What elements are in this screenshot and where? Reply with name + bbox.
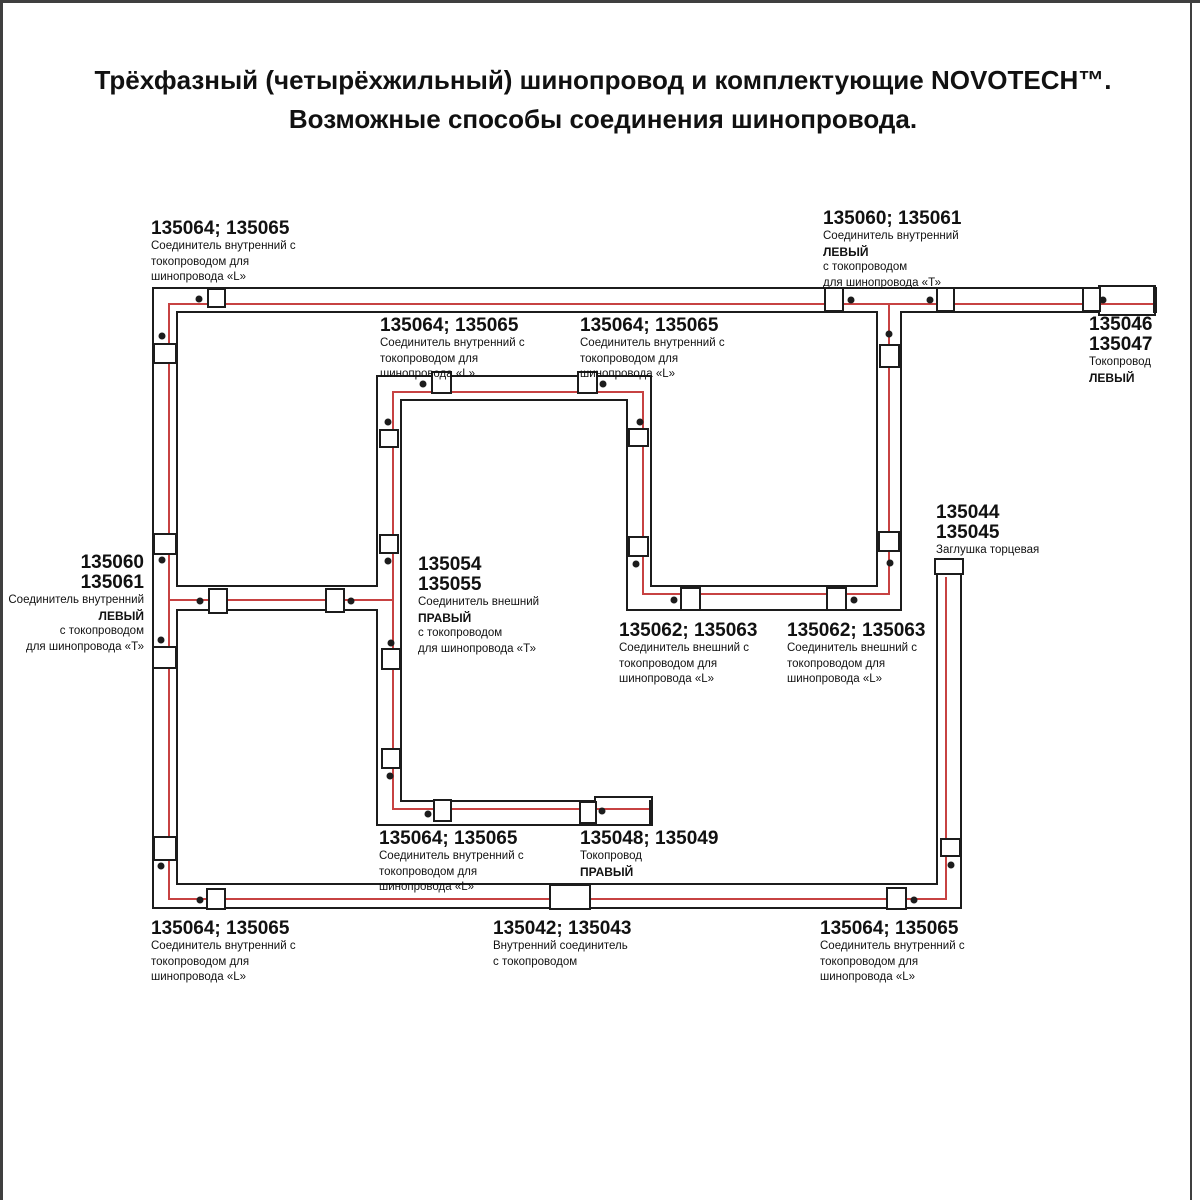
part-description-line: Соединитель внутренний	[8, 594, 144, 606]
part-description-line: токопроводом для	[580, 352, 679, 365]
part-number: 135064; 135065	[151, 218, 290, 239]
part-number: 135062; 135063	[619, 620, 758, 641]
part-label-corner-bottom-left	[151, 919, 296, 986]
part-description-line: Соединитель внешний	[418, 596, 540, 608]
labels-layer	[3, 3, 1200, 1200]
part-description-line: с токопроводом	[823, 261, 908, 273]
part-description-line: шинопровода «L»	[379, 881, 475, 893]
part-number: 135048; 135049	[580, 828, 719, 849]
part-description-line: Внутренний соединитель	[493, 940, 628, 952]
part-description-line: токопроводом для	[380, 352, 479, 365]
part-number: 135064; 135065	[151, 918, 290, 939]
part-label-corner-lower-mid	[379, 829, 524, 896]
part-description-line: шинопровода «L»	[820, 971, 916, 983]
part-number: 135042; 135043	[493, 918, 632, 939]
part-description-line: Соединитель внутренний с	[379, 850, 524, 862]
part-number: 135060; 135061	[823, 208, 962, 229]
part-description-line: Соединитель внутренний с	[580, 337, 725, 349]
part-label-end-cap	[936, 503, 1039, 559]
part-description-line: Токопровод	[1089, 356, 1151, 368]
part-description-line: шинопровода «L»	[787, 673, 883, 685]
part-description-line: Соединитель внутренний с	[820, 940, 965, 952]
part-description-line: Соединитель внешний с	[619, 642, 750, 654]
part-description-line: с токопроводом	[418, 627, 503, 639]
part-description-line: шинопровода «L»	[619, 673, 715, 685]
part-description-line: токопроводом для	[619, 657, 718, 670]
part-label-tee-top	[823, 209, 961, 291]
part-number: 135064; 135065	[380, 315, 519, 336]
part-description-line: с токопроводом	[59, 625, 144, 637]
part-description-line: для шинопровода «Т»	[823, 276, 941, 289]
part-description-line: ЛЕВЫЙ	[1089, 370, 1135, 385]
part-description-line: для шинопровода «Т»	[418, 642, 536, 655]
title-line-2: Возможные способы соединения шинопровода.	[288, 104, 918, 134]
part-label-corner-bottom-right	[820, 919, 965, 986]
part-label-tee-middle	[418, 555, 539, 657]
part-description-line: токопроводом для	[379, 865, 478, 878]
part-label-outer-corner-1	[619, 621, 757, 688]
part-label-tee-left	[8, 553, 144, 655]
part-number: 135045	[936, 522, 1000, 543]
part-number: 135055	[418, 574, 482, 595]
part-description-line: ЛЕВЫЙ	[823, 244, 869, 259]
part-label-straight-connector	[493, 919, 631, 970]
part-description-line: Соединитель внутренний	[823, 230, 959, 242]
part-label-outer-corner-2	[787, 621, 925, 688]
part-number: 135054	[418, 554, 482, 575]
part-number: 135047	[1089, 334, 1153, 355]
part-description-line: Соединитель внутренний с	[380, 337, 525, 349]
part-label-inner-top-2	[580, 316, 725, 383]
part-number: 135060	[80, 552, 144, 573]
part-description-line: шинопровода «L»	[151, 271, 247, 283]
part-description-line: Соединитель внутренний с	[151, 940, 296, 952]
part-description-line: шинопровода «L»	[580, 368, 676, 380]
part-number: 135064; 135065	[580, 315, 719, 336]
part-description-line: ЛЕВЫЙ	[98, 608, 144, 623]
part-description-line: шинопровода «L»	[151, 971, 247, 983]
part-number: 135046	[1089, 314, 1153, 335]
part-number: 135044	[936, 502, 1000, 523]
part-label-feed-left	[1089, 315, 1152, 386]
part-description-line: Заглушка торцевая	[936, 544, 1040, 556]
part-description-line: Токопровод	[580, 850, 642, 862]
part-description-line: токопроводом для	[151, 255, 250, 268]
part-number: 135062; 135063	[787, 620, 926, 641]
part-description-line: для шинопровода «Т»	[26, 640, 144, 653]
part-description-line: токопроводом для	[787, 657, 886, 670]
part-description-line: токопроводом для	[820, 955, 919, 968]
part-description-line: Соединитель внутренний с	[151, 240, 296, 252]
part-description-line: с токопроводом	[493, 955, 578, 968]
part-number: 135061	[80, 572, 144, 593]
part-label-feed-right	[580, 829, 718, 880]
part-number: 135064; 135065	[379, 828, 518, 849]
part-description-line: ПРАВЫЙ	[418, 610, 472, 625]
part-label-inner-top-1	[380, 316, 525, 383]
part-description-line: шинопровода «L»	[380, 368, 476, 380]
part-number: 135064; 135065	[820, 918, 959, 939]
part-description-line: ПРАВЫЙ	[580, 864, 634, 879]
part-label-corner-top-left	[151, 219, 296, 286]
part-description-line: токопроводом для	[151, 955, 250, 968]
title-line-1: Трёхфазный (четырёхжильный) шинопровод и комплектующие NOVOTECH™.	[94, 65, 1112, 95]
part-description-line: Соединитель внешний с	[787, 642, 918, 654]
